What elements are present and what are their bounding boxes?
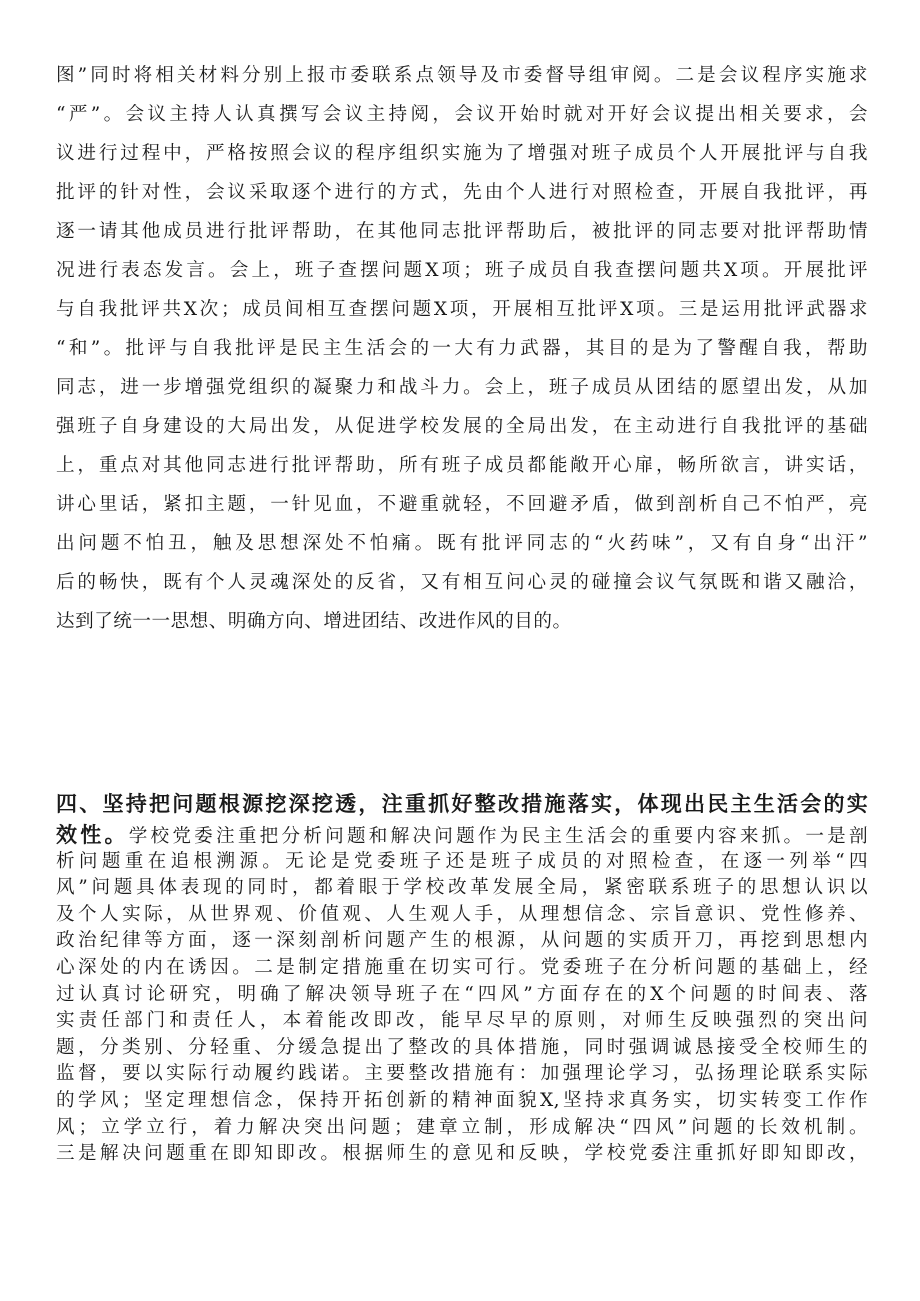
text-line: 实责任部门和责任人，本着能改即改，能早尽早的原则，对师生反映强烈的突出问 [56, 1010, 868, 1032]
text-line: 题，分类别、分轻重、分缓急提出了整改的具体措施，同时强调诚恳接受全校师生的 [56, 1036, 868, 1058]
text-line: 的学风；坚定理想信念，保持开拓创新的精神面貌X,坚持求真务实，切实转变工作作 [56, 1089, 868, 1111]
text-line: 析问题重在追根溯源。无论是党委班子还是班子成员的对照检查，在逐一列举“四 [56, 850, 868, 872]
text-line: 三是解决问题重在即知即改。根据师生的意见和反映，学校党委注重抓好即知即改， [56, 1143, 868, 1165]
text-span: 学校党委注重把分析问题和解决问题作为民主生活会的重要内容来抓。一是剖 [128, 826, 868, 847]
text-line: 批评的针对性，会议采取逐个进行的方式，先由个人进行对照检查，开展自我批评，再 [56, 182, 868, 203]
text-line: 强班子自身建设的大局出发，从促进学校发展的全局出发，在主动进行自我批评的基础 [56, 416, 868, 437]
text-line: 逐一请其他成员进行批评帮助，在其他同志批评帮助后，被批评的同志要对批评帮助情 [56, 221, 868, 242]
text-line: 后的畅快，既有个人灵魂深处的反省，又有相互问心灵的碰撞会议气氛既和谐又融洽， [56, 572, 868, 593]
text-line: “和”。批评与自我批评是民主生活会的一大有力武器，其目的是为了警醒自我，帮助 [56, 338, 868, 359]
text-line: 与自我批评共X次；成员间相互查摆问题X项，开展相互批评X项。三是运用批评武器求 [56, 299, 868, 320]
text-line: 及个人实际，从世界观、价值观、人生观人手，从理想信念、宗旨意识、党性修养、 [56, 903, 868, 925]
text-line: 风；立学立行，着力解决突出问题；建章立制，形成解决“四风”问题的长效机制。 [56, 1116, 868, 1138]
text-line: 出问题不怕丑，触及思想深处不怕痛。既有批评同志的“火药味”，又有自身“出汗” [56, 533, 868, 554]
text-line: 心深处的内在诱因。二是制定措施重在切实可行。党委班子在分析问题的基础上，经 [56, 956, 868, 978]
text-line: “严”。会议主持人认真撰写会议主持阅，会议开始时就对开好会议提出相关要求，会 [56, 104, 868, 125]
text-line: 议进行过程中，严格按照会议的程序组织实施为了增强对班子成员个人开展批评与自我 [56, 143, 868, 164]
section-heading-continuation [56, 822, 868, 849]
section-four [56, 786, 868, 1168]
text-line: 政治纪律等方面，逐一深刻剖析问题产生的根源，从问题的实质开刀，再挖到思想内 [56, 930, 868, 952]
text-line: 风”问题具体表现的同时，都着眼于学校改革发展全局，紧密联系班子的思想认识以 [56, 877, 868, 899]
text-line: 况进行表态发言。会上，班子查摆问题X项；班子成员自我查摆问题共X项。开展批评 [56, 260, 868, 281]
section-heading: 四、坚持把问题根源挖深挖透，注重抓好整改措施落实，体现出民主生活会的实 [56, 792, 868, 816]
text-line: 达到了统一一思想、明确方向、增进团结、改进作风的目的。 [56, 611, 572, 632]
text-line: 图”同时将相关材料分别上报市委联系点领导及市委督导组审阅。二是会议程序实施求 [56, 65, 868, 86]
text-line: 同志，进一步增强党组织的凝聚力和战斗力。会上，班子成员从团结的愿望出发，从加 [56, 377, 868, 398]
text-line: 监督，要以实际行动履约践诺。主要整改措施有：加强理论学习，弘扬理论联系实际 [56, 1063, 868, 1085]
text-line: 过认真讨论研究，明确了解决领导班子在“四风”方面存在的X个问题的时间表、落 [56, 983, 868, 1005]
body-paragraph-review-meeting [56, 56, 868, 641]
text-line: 讲心里话，紧扣主题，一针见血，不避重就轻，不回避矛盾，做到剖析自己不怕严，亮 [56, 494, 868, 515]
section-heading-tail: 效性。 [56, 823, 129, 847]
text-line: 上，重点对其他同志进行批评帮助，所有班子成员都能敞开心扉，畅所欲言，讲实话， [56, 455, 868, 476]
